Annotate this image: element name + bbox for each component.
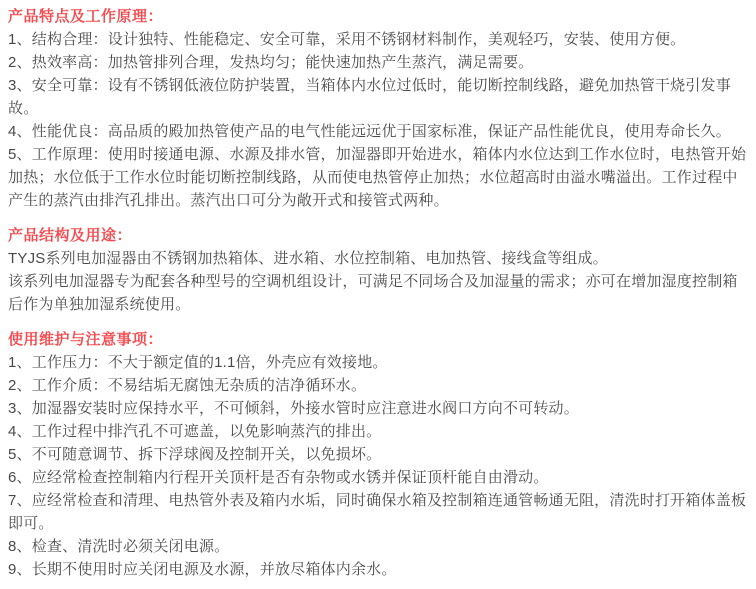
- maintenance-item-8: 8、检查、清洗时必须关闭电源。: [8, 538, 230, 555]
- maintenance-item-2: 2、工作介质：不易结垢无腐蚀无杂质的洁净循环水。: [8, 377, 367, 394]
- feature-item-3: 3、安全可靠：设有不锈钢低液位防护装置，当箱体内水位过低时，能切断控制线路，避免加热管干烧引发事故。: [8, 77, 731, 117]
- feature-item-4: 4、性能优良：高品质的殿加热管使产品的电气性能远远优于国家标准，保证产品性能优良，使用寿命长久。: [8, 123, 731, 140]
- feature-item-1: 1、结构合理：设计独特、性能稳定、安全可靠，采用不锈钢材料制作，美观轻巧，安装、使用方便。: [8, 31, 686, 48]
- section-structure-usage: [8, 224, 748, 316]
- maintenance-item-6: 6、应经常检查控制箱内行程开关顶杆是否有杂物或水锈并保证顶杆能自由滑动。: [8, 469, 549, 486]
- maintenance-item-9: 9、长期不使用时应关闭电源及水源，并放尽箱体内余水。: [8, 561, 397, 578]
- maintenance-item-5: 5、不可随意调节、拆下浮球阀及控制开关，以免损坏。: [8, 446, 382, 463]
- maintenance-item-4: 4、工作过程中排汽孔不可遮盖，以免影响蒸汽的排出。: [8, 423, 382, 440]
- section-heading-structure-usage: 产品结构及用途：: [8, 227, 133, 244]
- feature-item-2: 2、热效率高：加热管排列合理，发热均匀；能快速加热产生蒸汽，满足需要。: [8, 54, 534, 71]
- structure-paragraph-2: 该系列电加湿器专为配套各种型号的空调机组设计，可满足不同场合及加湿量的需求；亦可在增加湿度控制箱后作为单独加湿系统使用。: [8, 273, 738, 313]
- structure-paragraph-1: TYJS系列电加湿器由不锈钢加热箱体、进水箱、水位控制箱、电加热管、接线盒等组成。: [8, 250, 608, 267]
- section-maintenance-notes: [8, 328, 748, 581]
- maintenance-item-3: 3、加湿器安装时应保持水平，不可倾斜，外接水管时应注意进水阀口方向不可转动。: [8, 400, 579, 417]
- section-heading-product-features: 产品特点及工作原理：: [8, 8, 164, 25]
- section-product-features: [8, 5, 748, 212]
- maintenance-item-7: 7、应经常检查和清理、电热管外表及箱内水垢，同时确保水箱及控制箱连通管畅通无阻，清洗时打开箱体盖板即可。: [8, 492, 747, 532]
- maintenance-item-1: 1、工作压力：不大于额定值的1.1倍，外壳应有效接地。: [8, 354, 388, 371]
- section-heading-maintenance-notes: 使用维护与注意事项：: [8, 331, 164, 348]
- feature-item-5: 5、工作原理：使用时接通电源、水源及排水管，加湿器即开始进水，箱体内水位达到工作水位时，电热管开始加热；水位低于工作水位时能切断控制线路，从而使电热管停止加热；水位超高时由溢水嘴溢出。工作过程中产生的蒸汽由排汽孔排出。蒸汽出口可分为敞开式和接管式两种。: [8, 146, 747, 209]
